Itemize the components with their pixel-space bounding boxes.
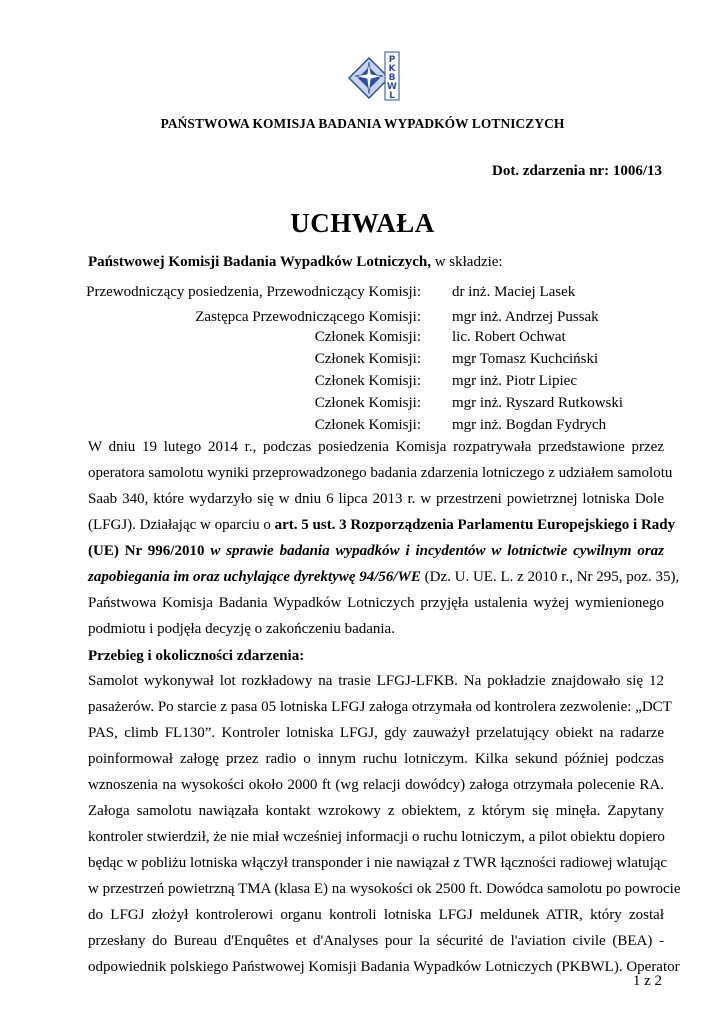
paragraph-line: podmiotu i podjęła decyzję o zakończeniu badania.: [88, 621, 395, 637]
page-number: 1 z 2: [632, 973, 662, 989]
member-row: [0, 395, 725, 417]
paragraph-line: do LFGJ złożył kontrolerowi organu kontroli lotniska LFGJ meldunek ATIR, który został: [88, 907, 664, 923]
paragraph-line: [88, 538, 664, 564]
svg-text:K: K: [388, 64, 396, 74]
paragraph-line: odpowiednik polskiego Państwowej Komisji Badania Wypadków Lotniczych (PKBWL). Operator: [88, 959, 680, 975]
regulation-title-cont: zapobiegania im oraz uchylające dyrektywę 94/56/WE: [88, 569, 421, 585]
svg-text:P: P: [388, 55, 396, 65]
paragraph-line: pasażerów. Po starcie z pasa 05 lotniska LFGJ załoga otrzymała od kontrolera zezwolenie: „DCT: [88, 699, 672, 715]
paragraph-line: przesłany do Bureau d'Enquêtes et d'Analyses pour la sécurité de l'aviation civile (BEA) -: [88, 933, 664, 949]
regulation-number: (UE) Nr 996/2010: [88, 543, 205, 559]
document-title: UCHWAŁA: [290, 208, 435, 238]
member-role: Członek Komisji:: [314, 373, 421, 389]
member-name: mgr inż. Andrzej Pussak: [452, 309, 599, 325]
section-heading: Przebieg i okoliczności zdarzenia:: [88, 648, 305, 664]
organization-name: PAŃSTWOWA KOMISJA BADANIA WYPADKÓW LOTNICZYCH: [160, 116, 565, 131]
paragraph-line: [88, 512, 676, 538]
line-text: (LFGJ). Działając w oparciu o: [88, 517, 275, 533]
decision-paragraph: [88, 434, 680, 642]
paragraph-line: kontroler stwierdził, że nie miał wcześniej informacji o ruchu lotniczym, a pilot obiektu dopiero: [88, 829, 665, 845]
member-name: mgr inż. Bogdan Fydrych: [452, 417, 607, 433]
section-paragraph: [88, 668, 681, 980]
paragraph-line: poinformował załogę przez radio o innym ruchu lotniczym. Kilka sekund później podczas: [88, 751, 664, 767]
paragraph-line: wznoszenia na wysokości około 2000 ft (wg relacji dowódcy) załoga otrzymała polecenie RA.: [88, 777, 664, 793]
regulation-title: w sprawie badania wypadków i incydentów w lotnictwie cywilnym oraz: [204, 543, 664, 559]
regulation-reference: art. 5 ust. 3 Rozporządzenia Parlamentu Europejskiego i Rady: [274, 517, 676, 533]
composition-intro: [88, 254, 503, 271]
member-role: Członek Komisji:: [314, 329, 421, 345]
member-row: [0, 373, 725, 395]
pkbwl-logo: [343, 48, 407, 104]
svg-text:W: W: [387, 82, 397, 92]
member-role: Członek Komisji:: [314, 417, 421, 433]
svg-text:B: B: [388, 73, 396, 83]
member-role: Przewodniczący posiedzenia, Przewodniczący Komisji:: [86, 284, 421, 300]
svg-text:L: L: [389, 91, 395, 101]
member-name: mgr Tomasz Kuchciński: [452, 351, 599, 367]
paragraph-line: Samolot wykonywał lot rozkładowy na trasie LFGJ-LFKB. Na pokładzie znajdowało się 12: [88, 673, 664, 689]
member-row: [0, 309, 725, 331]
member-row: [0, 329, 725, 351]
member-row: [0, 351, 725, 373]
paragraph-line: Saab 340, które wydarzyło się w dniu 6 lipca 2013 r. w przestrzeni powietrznej lotniska Dole: [88, 491, 664, 507]
member-name: dr inż. Maciej Lasek: [452, 284, 576, 300]
paragraph-line: będąc w pobliżu lotniska włączył transponder i nie nawiązał z TWR łączności radiowej wlatując: [88, 855, 668, 871]
paragraph-line: Państwowa Komisja Badania Wypadków Lotniczych przyjęła ustalenia wyżej wymienionego: [88, 595, 664, 611]
member-role: Członek Komisji:: [314, 351, 421, 367]
paragraph-line: W dniu 19 lutego 2014 r., podczas posiedzenia Komisja rozpatrywała przedstawione przez: [88, 439, 664, 455]
member-name: mgr inż. Ryszard Rutkowski: [452, 395, 624, 411]
line-text: (Dz. U. UE. L. z 2010 r., Nr 295, poz. 35),: [420, 569, 680, 585]
incident-reference: Dot. zdarzenia nr: 1006/13: [492, 163, 662, 179]
composition-rest: w składzie:: [430, 254, 503, 270]
paragraph-line: [88, 564, 680, 590]
paragraph-line: Załoga samolotu nawiązała kontakt wzrokowy z obiektem, z którym się minęła. Zapytany: [88, 803, 664, 819]
member-row: [0, 284, 725, 306]
paragraph-line: w przestrzeń powietrzną TMA (klasa E) na wysokości ok 2500 ft. Dowódca samolotu po powrocie: [88, 881, 681, 897]
member-name: lic. Robert Ochwat: [452, 329, 566, 345]
member-name: mgr inż. Piotr Lipiec: [452, 373, 577, 389]
member-role: Członek Komisji:: [314, 395, 421, 411]
composition-bold: Państwowej Komisji Badania Wypadków Lotniczych,: [88, 254, 431, 270]
paragraph-line: PAS, climb FL130”. Kontroler lotniska LFGJ, gdy zauważył przelatujący obiekt na radarze: [88, 725, 664, 741]
member-role: Zastępca Przewodniczącego Komisji:: [195, 309, 421, 325]
paragraph-line: operatora samolotu wyniki przeprowadzonego badania zdarzenia lotniczego z udziałem samolotu: [88, 465, 673, 481]
